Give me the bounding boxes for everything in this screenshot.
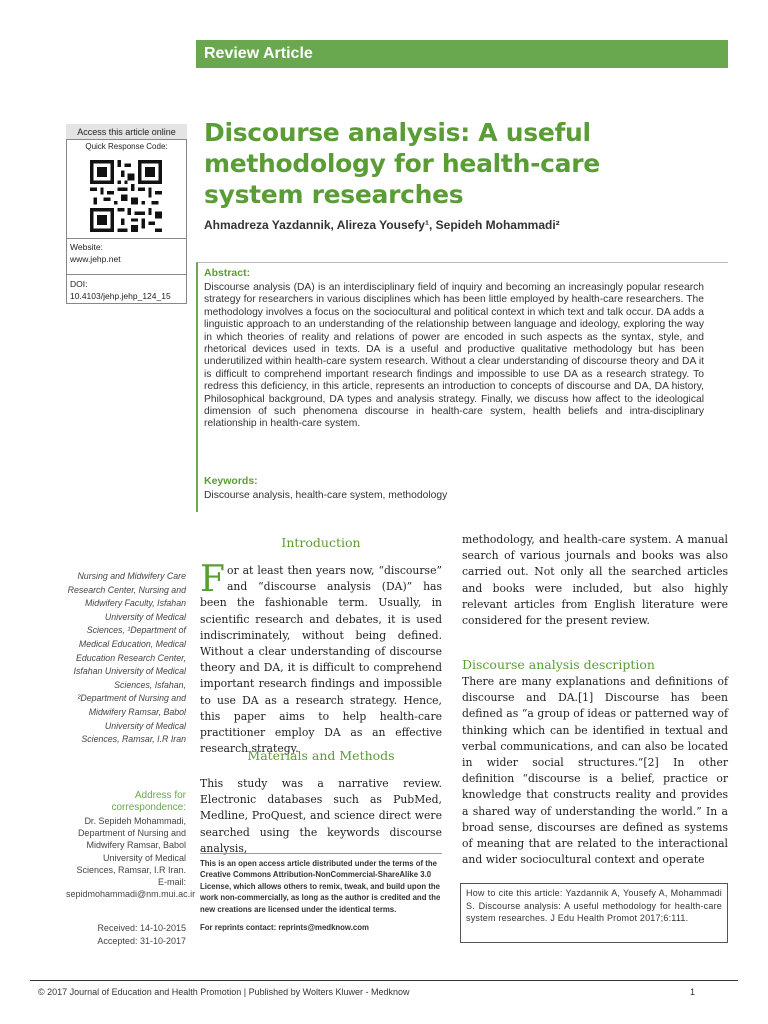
website-label: Website:: [70, 242, 103, 252]
intro-text: or at least then years now, “discourse” and “discourse analysis (DA)” has been the fashionable term. Usually, in scientific research and debates, it is used indiscriminately, without being defined. Without a clear understanding of discourse theory and DA, it is difficult to comprehend important research findings and impossible to use DA as a research strategy. Hence, this paper aims to help health-care practitioner employ DA as an effective research strategy.: [200, 564, 442, 756]
license-text: This is an open access article distributed under the terms of the Creative Commons Attribution-NonCommercial-ShareAlike 3.0 License, which allows others to remix, tweak, and build upon the work non-commercially, as long as the author is credited and the new creations are licensed under the identical terms.: [200, 859, 441, 914]
author-list: Ahmadreza Yazdannik, Alireza Yousefy¹, Sepideh Mohammadi²: [204, 218, 560, 232]
access-divider: [66, 238, 187, 239]
abstract-label: Abstract:: [204, 267, 251, 279]
description-heading: Discourse analysis description: [462, 657, 655, 672]
accepted-date: Accepted: 31-10-2017: [97, 935, 186, 946]
access-divider-2: [66, 274, 187, 275]
footer-copyright: © 2017 Journal of Education and Health Promotion | Published by Wolters Kluwer - Medknow: [38, 987, 410, 997]
dropcap: F: [200, 559, 225, 600]
keywords-label: Keywords:: [204, 475, 258, 487]
article-type-banner: [196, 40, 728, 68]
methods-heading: Materials and Methods: [247, 748, 395, 763]
qr-code-icon[interactable]: [90, 160, 162, 232]
citation-box: How to cite this article: Yazdannik A, Yousefy A, Mohammadi S. Discourse analysis: A useful methodology for health-care system researches. J Edu Health Promot 2017;6:111.: [460, 883, 728, 943]
website-link[interactable]: www.jehp.net: [70, 254, 121, 264]
page-number: 1: [690, 987, 696, 997]
abstract-text: Discourse analysis (DA) is an interdisciplinary field of inquiry and becoming an increasingly popular research strategy for researchers in various disciplines which has been little employed by health-care researchers. The methodology involves a focus on the sociocultural and political context in which text and talk occur. DA adds a linguistic approach to an understanding of the relationship between language and ideology, exploring the way in which theories of reality and relations of power are encoded in such aspects as the syntax, style, and rhetorical devices used in texts. DA is a useful and productive qualitative methodology but has been underutilized within health-care system research. Without a clear understanding of discourse theory and DA it is difficult to comprehend important research findings and impossible to use DA as a research strategy. To redress this deficiency, in this article, represents an introduction to concepts of discourse and DA, DA history, Philosophical background, DA types and analysis strategy. Finally, we discuss how affect to the ideological dimension of such phenomena discourse in health-care system, health beliefs and intra-disciplinary relationship in health-care system.: [204, 282, 704, 430]
qr-label: Quick Response Code:: [85, 142, 168, 151]
intro-heading: Introduction: [281, 535, 361, 550]
footer-divider: [30, 980, 738, 981]
col2-top-text: methodology, and health-care system. A manual search of various journals and books was also carried out. Not only all the searched articles and books were included, but also highly relevant articles from English literature were considered for the present review.: [462, 533, 728, 628]
doi-link[interactable]: 10.4103/jehp.jehp_124_15: [70, 291, 171, 301]
affiliations: Nursing and Midwifery Care Research Center, Nursing and Midwifery Faculty, Isfahan University of Medical Sciences, ¹Department of Medical Education, Medical Education Research Center, Isfahan University of Medical Sciences, Isfahan, ²Department of Nursing and Midwifery Ramsar, Babol University of Medical Sciences, Ramsar, I.R Iran: [67, 571, 186, 745]
article-title: Discourse analysis: A useful methodology for health-care system researches: [204, 118, 600, 209]
access-header: Access this article online: [66, 124, 187, 140]
doi-label: DOI:: [70, 279, 88, 289]
methods-text: This study was a narrative review. Electronic databases such as PubMed, Medline, ProQuest, and science direct were searched using the keywords discourse analysis,: [200, 777, 442, 855]
description-text: There are many explanations and definitions of discourse and DA.[1] Discourse has been defined as “a group of ideas or patterned way of thinking which can be identified in textual and verbal communications, and can also be located in wider social structures.”[2] In other definition “discourse is a belief, practice or knowledge that constructs reality and provides a shared way of understanding the world.” In a broad sense, discourses are defined as systems of meaning that are related to the interactional and wider sociocultural context and operate: [462, 675, 728, 867]
reprints-contact: For reprints contact: reprints@medknow.com: [200, 923, 369, 933]
keywords-text: Discourse analysis, health-care system, methodology: [204, 490, 448, 501]
article-type-label: Review Article: [204, 45, 313, 62]
dates: [66, 922, 186, 947]
correspondence-text: Dr. Sepideh Mohammadi, Department of Nursing and Midwifery Ramsar, Babol University of Medical Sciences, Ramsar, I.R Iran. E-mail: sepidmohammadi@nm.mui.ac.ir: [66, 816, 196, 900]
intro-paragraph: [200, 559, 442, 757]
correspondence-label: Address for correspondence:: [111, 790, 186, 813]
received-date: Received: 14-10-2015: [97, 923, 186, 933]
license-box: [200, 853, 442, 932]
